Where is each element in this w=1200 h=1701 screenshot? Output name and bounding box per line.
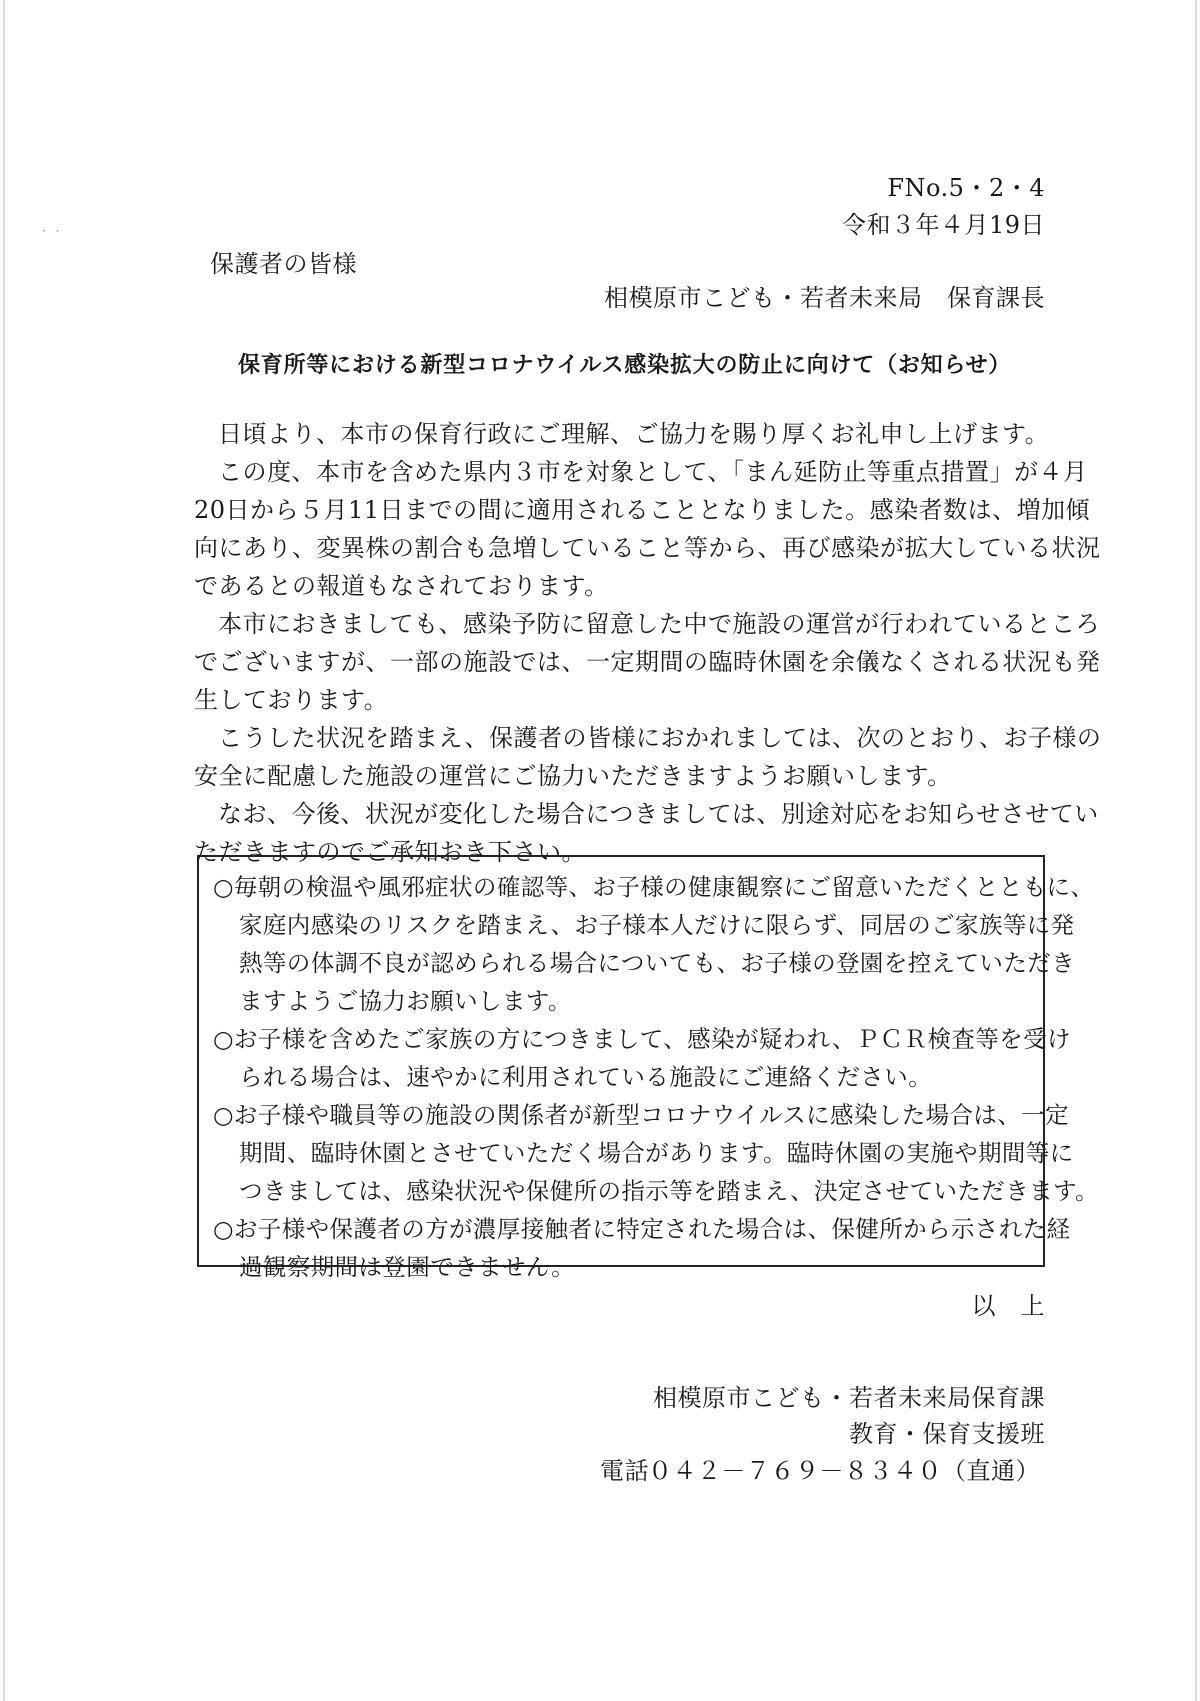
addressee: 保護者の皆様 [210,250,357,278]
document-title: 保育所等における新型コロナウイルス感染拡大の防止に向けて（お知らせ） [238,353,1012,378]
footer-section: 教育・保育支援班 [849,1420,1045,1448]
sender: 相模原市こども・若者未来局 保育課長 [604,284,1045,312]
notice-item-continuation: 期間、臨時休園とさせていただく場合があります。臨時休園の実施や期間等に [239,1139,1074,1167]
notice-item: ○お子様や職員等の施設の関係者が新型コロナウイルスに感染した場合は、一定 [213,1101,1069,1129]
notice-box [197,855,1099,1281]
body-line: 日頃より、本市の保育行政にご理解、ご協力を賜り厚くお礼申し上げます。 [218,420,1050,448]
scan-specks: · · [42,224,63,238]
notice-item: ○毎朝の検温や風邪症状の確認等、お子様の健康観察にご留意いただくとともに、 [213,873,1095,901]
body-line: こうした状況を踏まえ、保護者の皆様におかれましては、次のとおり、お子様の [218,724,1102,752]
body-line: 安全に配慮した施設の運営にご協力いただきますようお願いします。 [194,762,952,790]
footer-phone-number: ０４２－７６９－８３４０（直通） [648,1457,1040,1485]
footer-department: 相模原市こども・若者未来局保育課 [653,1384,1045,1412]
body-line: この度、本市を含めた県内３市を対象として、「まん延防止等重点措置」が４月 [218,458,1088,486]
footer-phone-label: 電話 [600,1457,649,1485]
body-line: 生しております。 [194,686,389,714]
issue-date: 令和３年４月19日 [841,211,1045,239]
notice-item-continuation: つきましては、感染状況や保健所の指示等を踏まえ、決定させていただきます。 [239,1177,1099,1205]
notice-item: ○お子様や保護者の方が濃厚接触者に特定された場合は、保健所から示された経 [213,1215,1071,1243]
body-line: 20日から５月11日までの間に適用されることとなりました。感染者数は、増加傾 [194,496,1091,524]
reference-number: FNo.5・2・4 [887,174,1045,202]
notice-item-continuation: 熱等の体調不良が認められる場合についても、お子様の登園を控えていただき [239,949,1076,977]
body-line: ただきますのでご承知おき下さい。 [194,838,586,866]
scan-edge-left [3,0,5,1701]
notice-item: ○お子様を含めたご家族の方につきまして、感染が疑われ、ＰＣＲ検査等を受け [213,1025,1071,1053]
notice-item-continuation: られる場合は、速やかに利用されている施設にご連絡ください。 [239,1063,933,1091]
body-line: 向にあり、変異株の割合も急増していること等から、再び感染が拡大している状況 [194,534,1101,562]
notice-item-continuation: ますようご協力お願いします。 [239,987,572,1015]
body-line: なお、今後、状況が変化した場合につきましては、別途対応をお知らせさせてい [218,800,1099,828]
notice-item-continuation: 過観察期間は登園できません。 [239,1253,576,1281]
scan-edge-right [1195,0,1197,1701]
notice-item-continuation: 家庭内感染のリスクを踏まえ、お子様本人だけに限らず、同居のご家族等に発 [239,911,1075,939]
body-line: でございますが、一部の施設では、一定期間の臨時休園を余儀なくされる状況も発 [194,648,1101,676]
body-line: であるとの報道もなされております。 [194,572,609,600]
closing-mark: 以 上 [971,1292,1045,1320]
body-line: 本市におきましても、感染予防に留意した中で施設の運営が行われているところ [218,610,1100,638]
